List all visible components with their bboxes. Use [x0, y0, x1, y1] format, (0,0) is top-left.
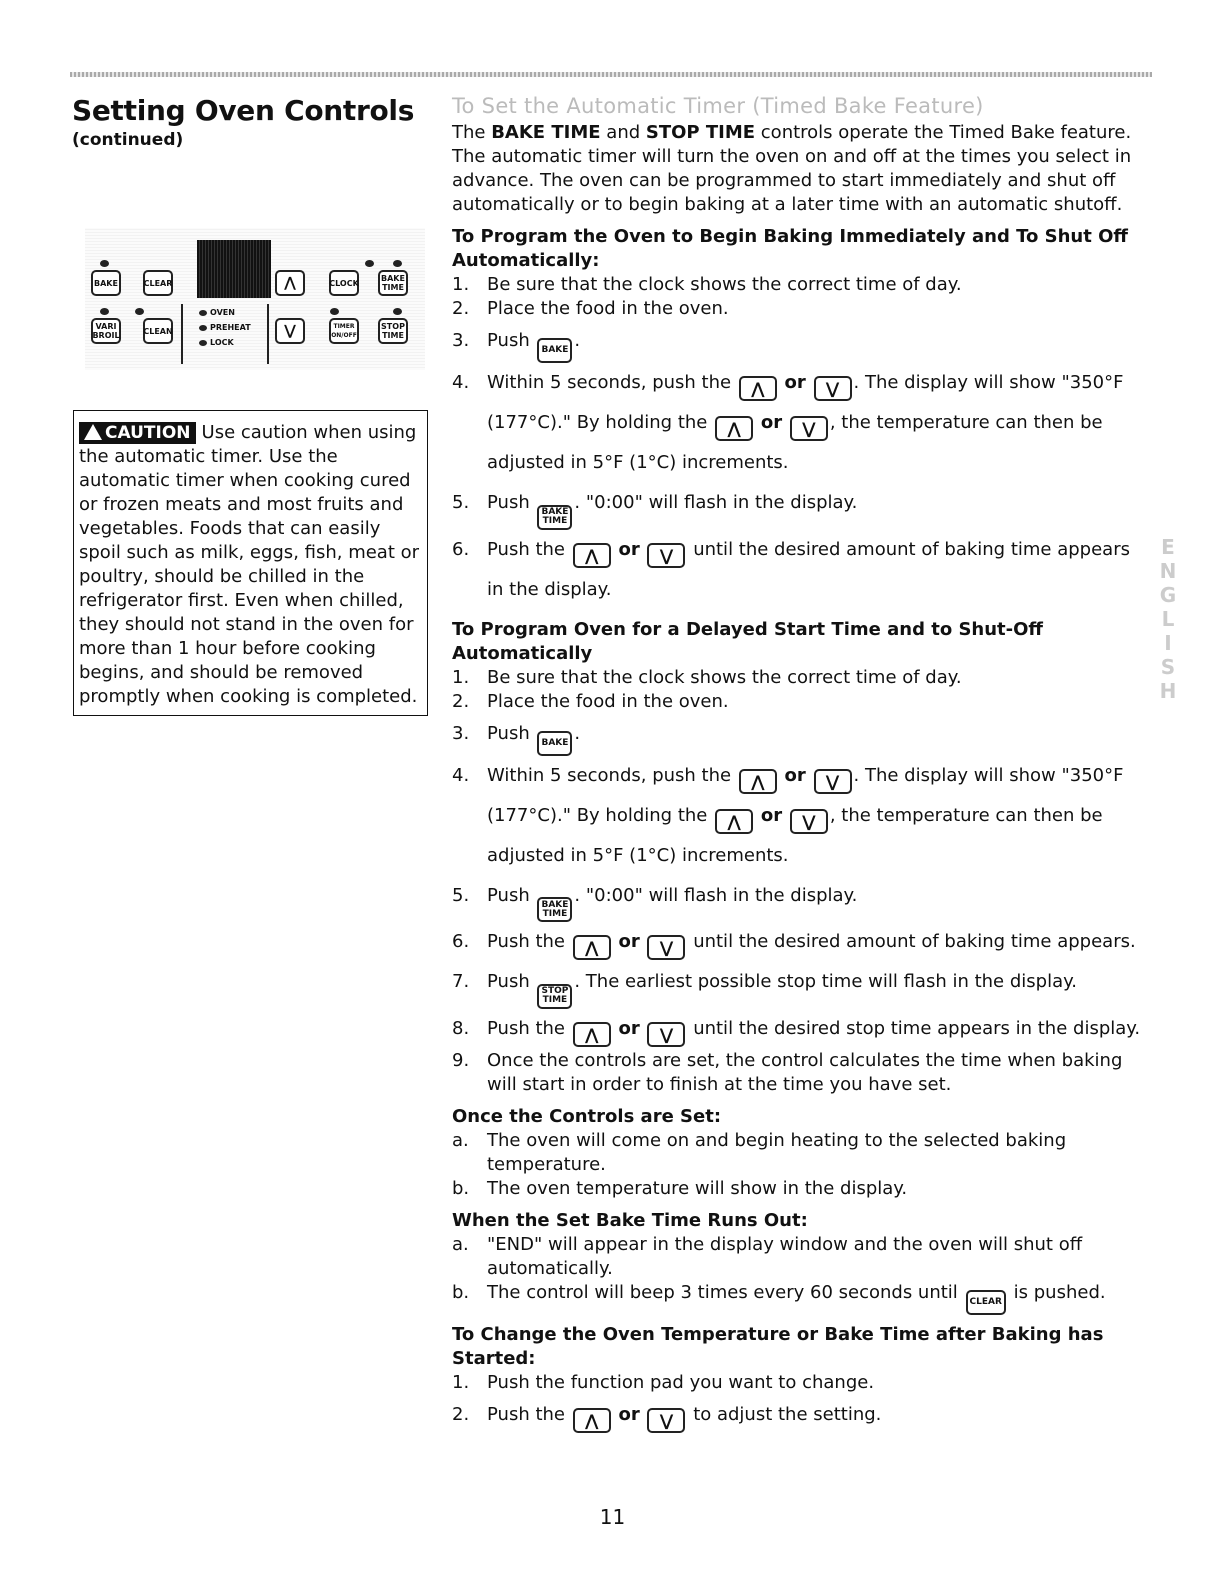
bake-time-pad-icon: BAKE TIME [537, 505, 572, 530]
list-item: 5. Push BAKE TIME. "0:00" will flash in the display. [452, 876, 1142, 923]
bake-pad-icon: BAKE [537, 338, 572, 363]
up-arrow-icon: ⋀ [715, 416, 753, 441]
runs-out-heading: When the Set Bake Time Runs Out: [452, 1209, 808, 1231]
list-item: 6. Push the ⋀ or ⋁ until the desired amount of baking time appears in the display. [452, 538, 1130, 600]
bake-pad: BAKE [91, 270, 121, 296]
list-item: 5. Push BAKE TIME. "0:00" will flash in the display. [452, 483, 1142, 530]
page-subtitle: (continued) [72, 130, 184, 150]
bake-time-pad: BAKE TIME [378, 270, 408, 296]
list-item: 2. Push the ⋀ or ⋁ to adjust the setting. [452, 1395, 1142, 1435]
list-item: 1. Be sure that the clock shows the correct time of day. [452, 274, 962, 295]
up-arrow-icon: ⋀ [573, 543, 611, 568]
panel-divider [267, 304, 269, 364]
list-item: 4. Within 5 seconds, push the ⋀ or ⋁ . The display will show "350°F (177°C)." By holding the ⋀ or ⋁ , the temperature can then be adjusted in 5°F (1°C) increments. [452, 372, 1124, 473]
page-number: 11 [599, 1505, 626, 1529]
once-set-heading: Once the Controls are Set: [452, 1105, 722, 1127]
caution-box [73, 410, 428, 716]
clear-pad-icon: CLEAR [966, 1290, 1006, 1315]
list-item: 2. Place the food in the oven. [452, 298, 729, 319]
down-arrow-pad: ⋁ [275, 318, 305, 344]
indicator-led [393, 308, 402, 315]
clean-pad: CLEAN [143, 318, 173, 344]
list-item: 7. Push STOP TIME. The earliest possible stop time will flash in the display. [452, 962, 1142, 1009]
up-arrow-icon: ⋀ [739, 376, 777, 401]
left-column [72, 94, 432, 150]
change-heading: To Change the Oven Temperature or Bake Time after Baking has Started: [452, 1323, 1104, 1369]
list-item: 9. Once the controls are set, the control calculates the time when baking will start in order to finish at the time you have set. [452, 1049, 1123, 1095]
list-item: b. The oven temperature will show in the display. [452, 1177, 908, 1199]
indicator-led [365, 260, 374, 267]
indicator-led [393, 260, 402, 267]
stop-time-pad-icon: STOP TIME [537, 984, 572, 1009]
down-arrow-icon: ⋁ [647, 543, 685, 568]
up-arrow-icon: ⋀ [573, 1408, 611, 1433]
warning-triangle-icon [84, 424, 102, 440]
vari-broil-pad: VARI BROIL [91, 318, 121, 344]
list-item: 6. Push the ⋀ or ⋁ until the desired amount of baking time appears. [452, 922, 1142, 962]
indicator-led [135, 308, 144, 315]
list-item: 3. Push BAKE . [452, 321, 1142, 363]
up-arrow-pad: ⋀ [275, 270, 305, 296]
list-item: 8. Push the ⋀ or ⋁ until the desired stop time appears in the display. [452, 1009, 1142, 1049]
down-arrow-icon: ⋁ [790, 809, 828, 834]
down-arrow-icon: ⋁ [647, 1408, 685, 1433]
panel-divider [181, 304, 183, 364]
caution-badge: CAUTION [79, 422, 196, 444]
display-window [197, 240, 271, 298]
list-item: 1. Push the function pad you want to change. [452, 1371, 875, 1393]
list-item: a. "END" will appear in the display window and the oven will shut off automatically. [452, 1233, 1083, 1279]
down-arrow-icon: ⋁ [814, 376, 852, 401]
language-tab: ENGLISH [1156, 535, 1180, 703]
down-arrow-icon: ⋁ [790, 416, 828, 441]
clock-pad: CLOCK [329, 270, 359, 296]
list-item: 1. Be sure that the clock shows the correct time of day. [452, 666, 962, 688]
clear-pad: CLEAR [143, 270, 173, 296]
list-item: b. The control will beep 3 times every 60 seconds until CLEAR is pushed. [452, 1281, 1142, 1315]
list-item: 4. Within 5 seconds, push the ⋀ or ⋁ . The display will show "350°F (177°C)." By holding the ⋀ or ⋁ , the temperature can then be adjusted in 5°F (1°C) increments. [452, 764, 1124, 866]
top-rule [70, 72, 1152, 77]
list-item: 2. Place the food in the oven. [452, 690, 729, 712]
down-arrow-icon: ⋁ [647, 935, 685, 960]
bake-pad-icon: BAKE [537, 731, 572, 756]
intro-paragraph: The BAKE TIME and STOP TIME controls operate the Timed Bake feature. The automatic timer will turn the oven on and off at the times you select in advance. The oven can be programmed to start immediately and shut off automatically or to begin baking at a later time with an automatic shutoff. [452, 122, 1132, 215]
indicator-led [100, 308, 109, 315]
bake-time-pad-icon: BAKE TIME [537, 897, 572, 922]
up-arrow-icon: ⋀ [573, 935, 611, 960]
delayed-heading: To Program Oven for a Delayed Start Time and to Shut-Off Automatically [452, 618, 1044, 664]
section-title: To Set the Automatic Timer (Timed Bake Feature) [452, 94, 984, 118]
up-arrow-icon: ⋀ [573, 1022, 611, 1047]
indicator-led [330, 308, 339, 315]
mode-oven: OVEN [199, 308, 235, 317]
caution-text: Use caution when using the automatic timer. Use the automatic timer when cooking cured or frozen meats and most fruits and vegetables. Foods that can easily spoil such as milk, eggs, fish, meat or poultry, should be chilled in the refrigerator first. Even when chilled, they should not stand in the oven for more than 1 hour before cooking begins, and should be removed promptly when cooking is completed. [79, 422, 420, 707]
mode-lock: LOCK [199, 338, 234, 347]
indicator-led [100, 260, 109, 267]
stop-time-pad: STOP TIME [378, 318, 408, 344]
immediate-heading: To Program the Oven to Begin Baking Immediately and To Shut Off Automatically: [452, 226, 1128, 271]
main-content [452, 94, 1142, 1435]
down-arrow-icon: ⋁ [814, 769, 852, 794]
list-item: a. The oven will come on and begin heating to the selected baking temperature. [452, 1129, 1067, 1175]
page-title: Setting Oven Controls [72, 94, 415, 127]
control-panel-illustration [85, 228, 425, 370]
timer-pad: TIMER ON/OFF [329, 318, 359, 344]
mode-preheat: PREHEAT [199, 323, 251, 332]
down-arrow-icon: ⋁ [647, 1022, 685, 1047]
up-arrow-icon: ⋀ [739, 769, 777, 794]
list-item: 3. Push BAKE . [452, 714, 1142, 756]
up-arrow-icon: ⋀ [715, 809, 753, 834]
